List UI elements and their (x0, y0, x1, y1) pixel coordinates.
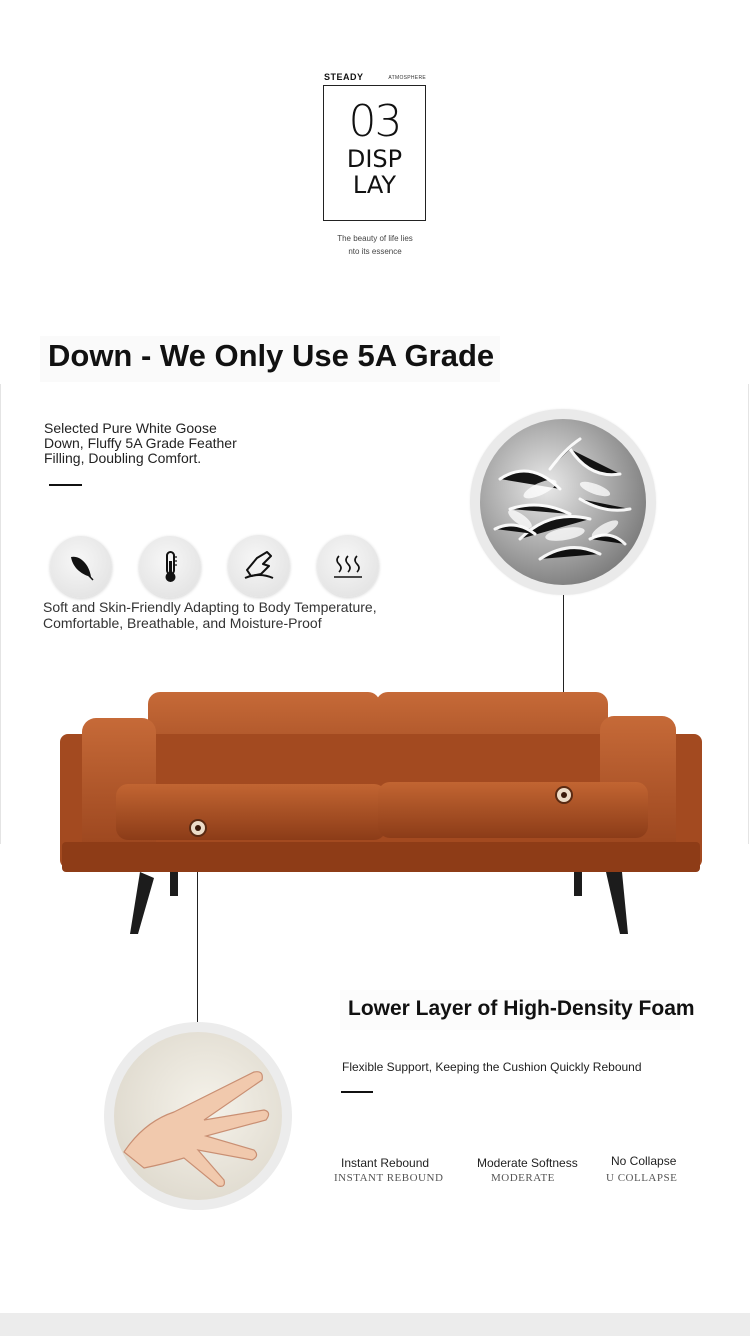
logo-caption-line2: nto its essence (348, 247, 402, 256)
foam-title-text: Lower Layer of High-Density Foam (348, 997, 695, 1020)
feature-moderate-softness: Moderate Softness (477, 1156, 578, 1170)
logo-box (323, 85, 426, 221)
right-rail (748, 384, 749, 844)
logo-word-line1: DISP (346, 145, 403, 173)
foam-description: Flexible Support, Keeping the Cushion Quickly Rebound (342, 1060, 642, 1074)
down-description-line1: Selected Pure White Goose (44, 420, 217, 436)
logo-atmosphere-text: ATMOSPHERE (388, 75, 426, 81)
feature-moderate-softness-sub: MODERATE (491, 1172, 555, 1184)
divider-dash (49, 484, 82, 486)
logo-caption-line1: The beauty of life lies (337, 234, 413, 243)
logo-word-line2: LAY (352, 171, 397, 199)
feature-no-collapse-sub: U COLLAPSE (606, 1172, 678, 1184)
logo-steady-text: STEADY (324, 72, 364, 82)
headline-text: Down - We Only Use 5A Grade (48, 338, 495, 373)
down-description-line2: Down, Fluffy 5A Grade Feather (44, 435, 237, 451)
logo-caption (300, 232, 450, 258)
foam-detail-image (104, 1022, 292, 1210)
section-headline (40, 336, 500, 382)
logo-number: 03 (348, 96, 401, 147)
sofa-image (58, 688, 704, 943)
foam-divider-dash (341, 1091, 373, 1093)
feature-instant-rebound: Instant Rebound (341, 1156, 430, 1170)
left-rail (0, 384, 1, 844)
feature-instant-rebound-sub: INSTANT REBOUND (334, 1172, 444, 1184)
down-features-line1: Soft and Skin-Friendly Adapting to Body Temperature, (43, 599, 377, 615)
hand-icon (228, 535, 290, 597)
down-features-line2: Comfortable, Breathable, and Moisture-Proof (43, 615, 322, 631)
feather-detail-image (470, 409, 656, 595)
thermometer-icon (139, 536, 201, 598)
down-features-text (43, 599, 423, 631)
steam-icon (317, 535, 379, 597)
logo-header (324, 72, 426, 82)
feature-no-collapse: No Collapse (611, 1154, 677, 1168)
foam-section-title (340, 990, 695, 1030)
feather-icon (50, 536, 112, 598)
footer-bar (0, 1313, 750, 1336)
down-description (44, 421, 304, 466)
down-description-line3: Filling, Doubling Comfort. (44, 450, 202, 466)
